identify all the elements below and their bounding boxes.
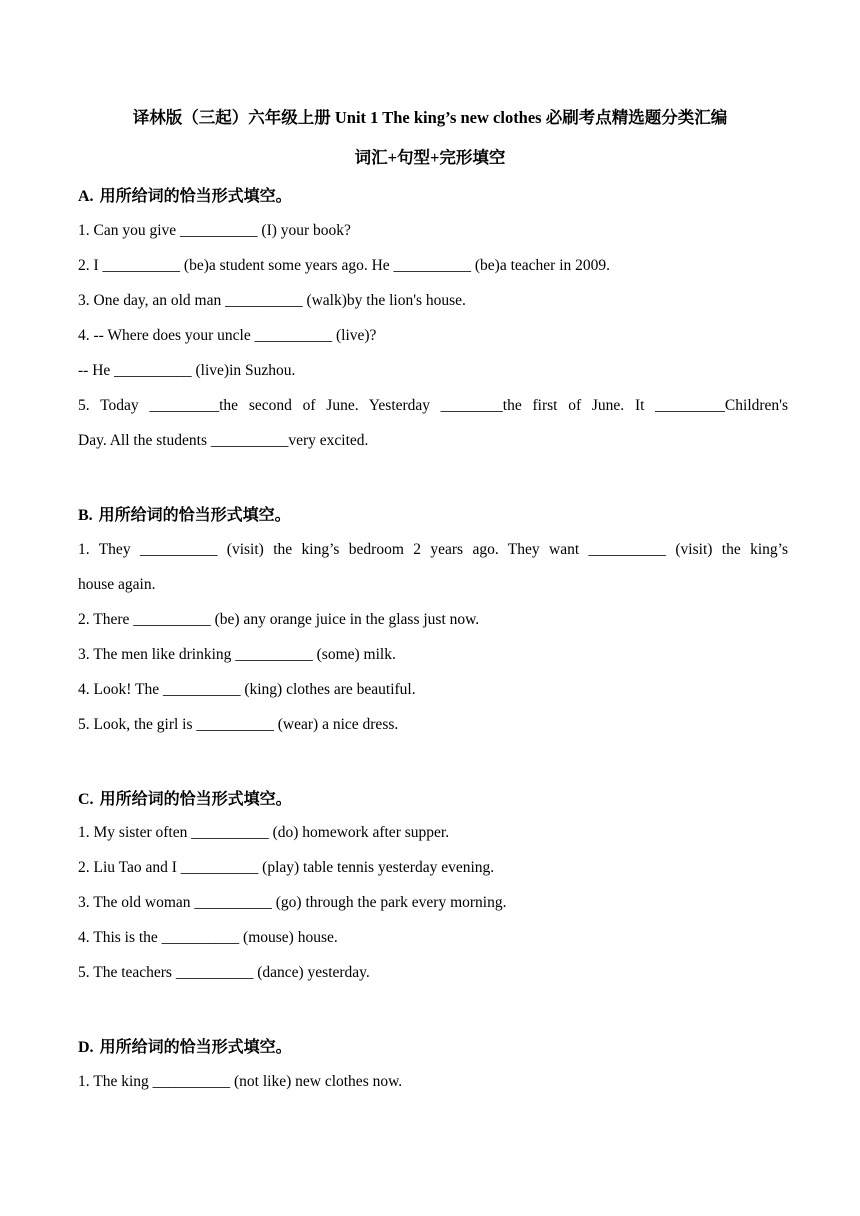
section-letter: A.: [78, 188, 94, 205]
question-line: 4. -- Where does your uncle __________ (live)?: [78, 327, 377, 344]
section-instruction: 用所给词的恰当形式填空。: [99, 188, 292, 205]
question-line: -- He __________ (live)in Suzhou.: [78, 362, 296, 379]
question-line: 3. One day, an old man __________ (walk)by the lion's house.: [78, 292, 466, 309]
question-line: 5. Today _________the second of June. Yesterday ________the first of June. It _________Children's: [78, 397, 788, 414]
question-line: house again.: [78, 576, 156, 593]
question-line: 2. There __________ (be) any orange juice in the glass just now.: [78, 611, 480, 628]
question-line: 5. The teachers __________ (dance) yesterday.: [78, 964, 370, 981]
question-line: 3. The old woman __________ (go) through the park every morning.: [78, 894, 507, 911]
question-line: 2. I __________ (be)a student some years ago. He __________ (be)a teacher in 2009.: [78, 257, 611, 274]
section-a-heading: [78, 183, 292, 206]
document-subtitle: 词汇+句型+完形填空: [354, 148, 506, 167]
section-d-heading: [78, 1034, 292, 1057]
section-instruction: 用所给词的恰当形式填空。: [99, 1039, 292, 1056]
section-letter: D.: [78, 1039, 94, 1056]
section-b-heading: [78, 502, 291, 525]
section-letter: C.: [78, 791, 94, 808]
section-c-heading: [78, 786, 292, 809]
question-line: 1. They __________ (visit) the king’s bedroom 2 years ago. They want __________ (visit) the king’s: [78, 541, 788, 558]
question-line: 2. Liu Tao and I __________ (play) table tennis yesterday evening.: [78, 859, 495, 876]
question-line: 1. My sister often __________ (do) homework after supper.: [78, 824, 450, 841]
section-instruction: 用所给词的恰当形式填空。: [98, 507, 291, 524]
question-line: 4. This is the __________ (mouse) house.: [78, 929, 338, 946]
question-line: 5. Look, the girl is __________ (wear) a nice dress.: [78, 716, 399, 733]
section-instruction: 用所给词的恰当形式填空。: [99, 791, 292, 808]
document-title: 译林版（三起）六年级上册 Unit 1 The king’s new clothes 必刷考点精选题分类汇编: [132, 108, 728, 127]
question-line: Day. All the students __________very excited.: [78, 432, 369, 449]
question-line: 1. The king __________ (not like) new clothes now.: [78, 1073, 403, 1090]
question-line: 3. The men like drinking __________ (some) milk.: [78, 646, 396, 663]
question-line: 4. Look! The __________ (king) clothes are beautiful.: [78, 681, 416, 698]
section-letter: B.: [78, 507, 93, 524]
question-line: 1. Can you give __________ (I) your book?: [78, 222, 351, 239]
